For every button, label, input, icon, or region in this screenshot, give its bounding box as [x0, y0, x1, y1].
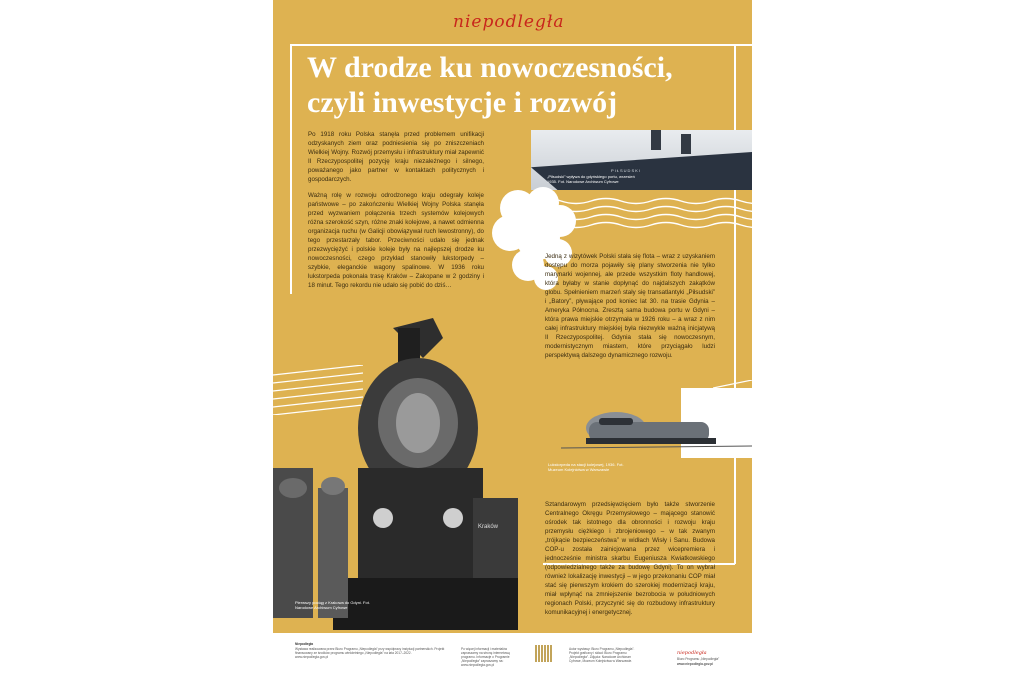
ship-photo	[531, 130, 752, 190]
frame-line-top	[290, 44, 752, 46]
intro-paragraph-2: Ważną rolę w rozwoju odrodzonego kraju odegrały koleje państwowe – po zakończeniu Wielkiej Wojny Polska stanęła przed wyzwaniem połączenia trzech systemów kolejowych różna szerokość szyn, różne znaki kolejowe, a nawet odmienna organizacja ruchu (w Galicji obowiązywał ruch lewostronny), do tego przestarzały tabor. Przeciwności udało się jednak przezwyciężyć i polskie koleje były na najlepszej drodze ku nowoczesności, czego przykład stanowiły lukstorpedy – szybkie, eleganckie wagony spalinowe. W 1936 roku lukstorpeda pokonała trasę Kraków – Zakopane w 2 godziny i 18 minut. Tego rekordu nie udało się pobić do dziś…	[308, 192, 484, 289]
locomotive-caption: Pierwszy pociąg z Krakowa do Gdyni. Fot. Narodowe Archiwum Cyfrowe	[295, 600, 370, 610]
niepodlegla-logo: niepodległa	[453, 12, 565, 32]
poster-title	[307, 50, 727, 120]
footer-middle-text: Po więcej informacji i materiałów zapraszamy na stronę internetową programu. Informacje o Programie „Niepodległa” zapraszamy na: www.niepodlegla.gov.pl	[461, 647, 510, 667]
ship-caption: „Piłsudski” wpływa do gdyńskiego portu, wrzesień 1935. Fot. Narodowe Archiwum Cyfrowe	[547, 174, 635, 184]
ship-name-label: PIŁSUDSKI	[611, 168, 641, 173]
fleet-text: Jedną z wizytówek Polski stała się flota – wraz z uzyskaniem dostępu do morza pojawiły się plany stworzenia nie tylko marynarki wojennej, ale przede wszystkim floty handlowej, która byłaby w stanie dopłynąć do najdalszych zakątków globu. Spełnieniem marzeń stały się transatlantyki „Piłsudski” i „Batory”, pływające pod koniec lat 30. na trasie Gdynia – Ameryka Północna. Zresztą sama budowa portu w Gdyni – która prawa miejskie otrzymała w 1926 roku – a wraz z nim całej infrastruktury miejskiej była niezwykle ważną inicjatywą II Rzeczypospolitej. Gdynia stała się nowoczesnym, modernistycznym miastem, które przyciągało ludzi perspektywą dalszego dynamicznego rozwoju.	[545, 253, 715, 359]
ship-funnel	[681, 134, 691, 154]
footer-left-text: Wystawa realizowana przez Biuro Programu „Niepodległa” przy współpracy instytucji partnerskich. Projekt finansowany ze środków programu wieloletniego „Niepodległa” na lata 2017–2022. www.niepodlegla.gov.pl	[295, 647, 445, 659]
intro-text	[308, 130, 484, 297]
ship-funnel	[651, 130, 661, 150]
frame-line-right	[734, 44, 736, 564]
qr-code	[535, 645, 552, 662]
footer-left-title: Niepodległa	[295, 642, 314, 646]
exhibition-poster	[273, 0, 752, 685]
intro-paragraph-1: Po 1918 roku Polska stanęła przed problemem unifikacji odzyskanych ziem oraz podniesienia się po zniszczeniach Wielkiej Wojny. Rozwój przemysłu i infrastruktury miał zapewnić II Rzeczypospolitej pozycję kraju niezależnego i silnego, poważanego jako partner w kontaktach politycznych i gospodarczych.	[308, 131, 484, 183]
lukstorpeda-photo	[561, 388, 752, 458]
locomotive-photo	[273, 318, 518, 630]
footer-logo: niepodległa	[677, 650, 707, 656]
footer-logo-subtitle: Biuro Programu „Niepodległa”	[677, 657, 720, 661]
footer-right-text: Autor wystawy: Biuro Programu „Niepodległa”. Projekt graficzny i skład: Biuro Programu „Niepodległa”. Zdjęcia: Narodowe Archiwum Cyfrowe, Muzeum Kolejnictwa w Warszawie.	[569, 647, 635, 663]
footer-url: www.niepodlegla.gov.pl	[677, 662, 713, 666]
title-line-1: W drodze ku nowoczesności,	[307, 51, 673, 84]
frame-line-left	[290, 44, 292, 294]
lukstorpeda-caption: Lukstorpeda na stacji kolejowej, 1936. Fot. Muzeum Kolejnictwa w Warszawie	[548, 462, 624, 472]
title-line-2: czyli inwestycje i rozwój	[307, 86, 618, 119]
cop-text: Sztandarowym przedsięwzięciem było także stworzenie Centralnego Okręgu Przemysłowego – mającego stanowić ośrodek tak istotnego dla obronności i rozwoju kraju przemysłu ciężkiego i zbrojeniowego – w tak zwanym „trójkącie bezpieczeństwa” w widłach Wisły i Sanu. Budowa COP-u została zainicjowana przez wicepremiera i jednocześnie ministra skarbu Eugeniusza Kwiatkowskiego (odpowiedzialnego także za budowę Gdyni). To on wybrał również lokalizację inwestycji – w jego przekonaniu COP miał stać się pierwszym krokiem do szerokiej modernizacji kraju, miał wpłynąć na zmniejszenie bezrobocia w południowych regionach Polski, przyczynić się do rozbudowy infrastruktury komunikacyjnej i energetycznej.	[545, 501, 715, 616]
locomotive-plate: Kraków	[478, 524, 499, 530]
